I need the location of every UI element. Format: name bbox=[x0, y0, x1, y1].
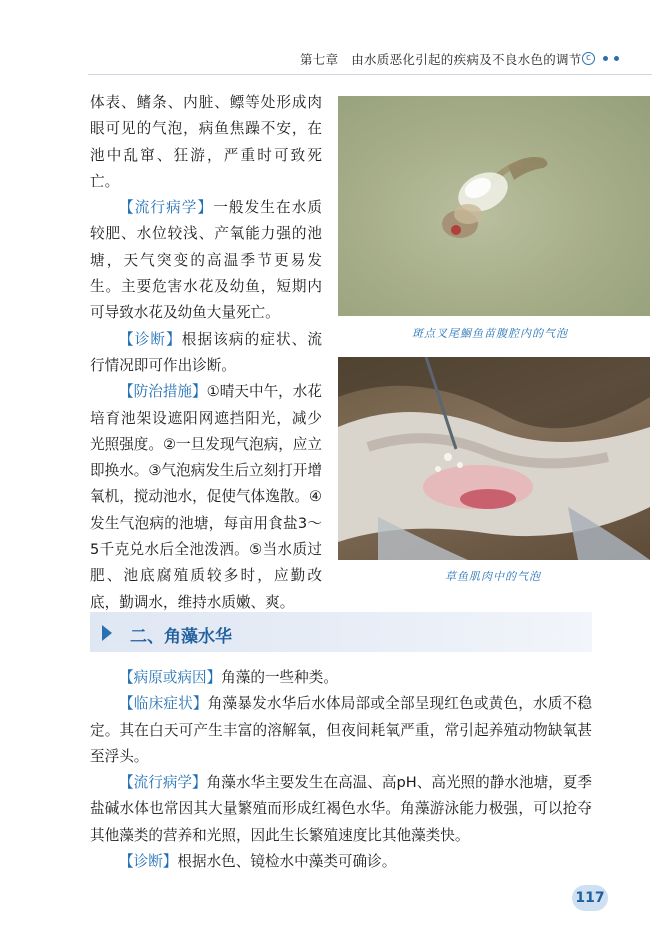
left-text-column bbox=[90, 90, 322, 616]
photo2-caption: 草鱼肌肉中的气泡 bbox=[445, 570, 541, 583]
header-divider bbox=[88, 74, 652, 75]
paragraph-prevention bbox=[90, 379, 322, 616]
paragraph-diagnosis-2 bbox=[90, 849, 592, 875]
diagnosis-text: 根据该病的症状、流行情况即可作出诊断。 bbox=[90, 330, 322, 374]
paragraph-clinical bbox=[90, 691, 592, 770]
clinical-text: 角藻暴发水华后水体局部或全部呈现红色或黄色，水质不稳定。其在白天可产生丰富的溶解氧，但夜间耗氧严重，常引起养殖动物缺氧甚至浮头。 bbox=[90, 695, 592, 765]
tag-cause: 【病原或病因】 bbox=[119, 669, 222, 686]
play-arrow-icon bbox=[102, 625, 112, 641]
photo1-caption: 斑点叉尾鮰鱼苗腹腔内的气泡 bbox=[412, 327, 568, 340]
cause-text: 角藻的一些种类。 bbox=[221, 669, 338, 686]
tag-epidemiology-2: 【流行病学】 bbox=[119, 774, 207, 792]
paragraph-epidemiology bbox=[90, 195, 322, 326]
epidemiology-2-text: 角藻水华主要发生在高温、高pH、高光照的静水池塘，夏季盐碱水体也常因其大量繁殖而形成红褐色水华。角藻游泳能力极强，可以抢夺其他藻类的营养和光照，因此生长繁殖速度比其他藻类快。 bbox=[90, 774, 592, 844]
header-dot-icon bbox=[614, 56, 619, 61]
diagnosis-2-text: 根据水色、镜检水中藻类可确诊。 bbox=[177, 853, 397, 871]
tag-epidemiology: 【流行病学】 bbox=[119, 199, 214, 217]
page-number: 117 bbox=[572, 885, 608, 911]
fry-gas-bubble-photo bbox=[338, 96, 650, 316]
grass-carp-muscle-photo bbox=[338, 357, 650, 560]
paragraph-epidemiology-2 bbox=[90, 770, 592, 849]
tag-diagnosis: 【诊断】 bbox=[119, 330, 182, 348]
chapter-badge-icon: c bbox=[582, 52, 595, 65]
running-header bbox=[0, 50, 670, 72]
section-body bbox=[90, 665, 592, 875]
chapter-title: 第七章 由水质恶化引起的疾病及不良水色的调节 bbox=[300, 52, 582, 67]
tag-diagnosis-2: 【诊断】 bbox=[119, 853, 178, 871]
header-dot-icon bbox=[603, 56, 608, 61]
paragraph-diagnosis bbox=[90, 327, 322, 380]
epidemiology-text: 一般发生在水质较肥、水位较浅、产氧能力强的池塘，天气突变的高温季节更易发生。主要危害水花及幼鱼，短期内可导致水花及幼鱼大量死亡。 bbox=[90, 199, 322, 322]
section-heading-bar bbox=[90, 612, 592, 652]
paragraph-cause bbox=[90, 665, 592, 691]
section-title: 二、角藻水华 bbox=[130, 627, 232, 647]
tag-prevention: 【防治措施】 bbox=[119, 383, 207, 401]
tag-clinical: 【临床症状】 bbox=[119, 695, 208, 713]
prevention-text: ①晴天中午，水花培育池架设遮阳网遮挡阳光，减少光照强度。②一旦发现气泡病，应立即换水。③气泡病发生后立刻打开增氧机，搅动池水，促使气体逸散。④发生气泡病的池塘，每亩用食盐3～5千克兑水后全池泼洒。⑤当水质过肥、池底腐殖质较多时，应勤改底，勤调水，维持水质嫩、爽。 bbox=[90, 383, 322, 611]
paragraph-symptoms-cont: 体表、鳍条、内脏、鳔等处形成肉眼可见的气泡，病鱼焦躁不安，在池中乱窜、狂游，严重时可致死亡。 bbox=[90, 94, 322, 190]
